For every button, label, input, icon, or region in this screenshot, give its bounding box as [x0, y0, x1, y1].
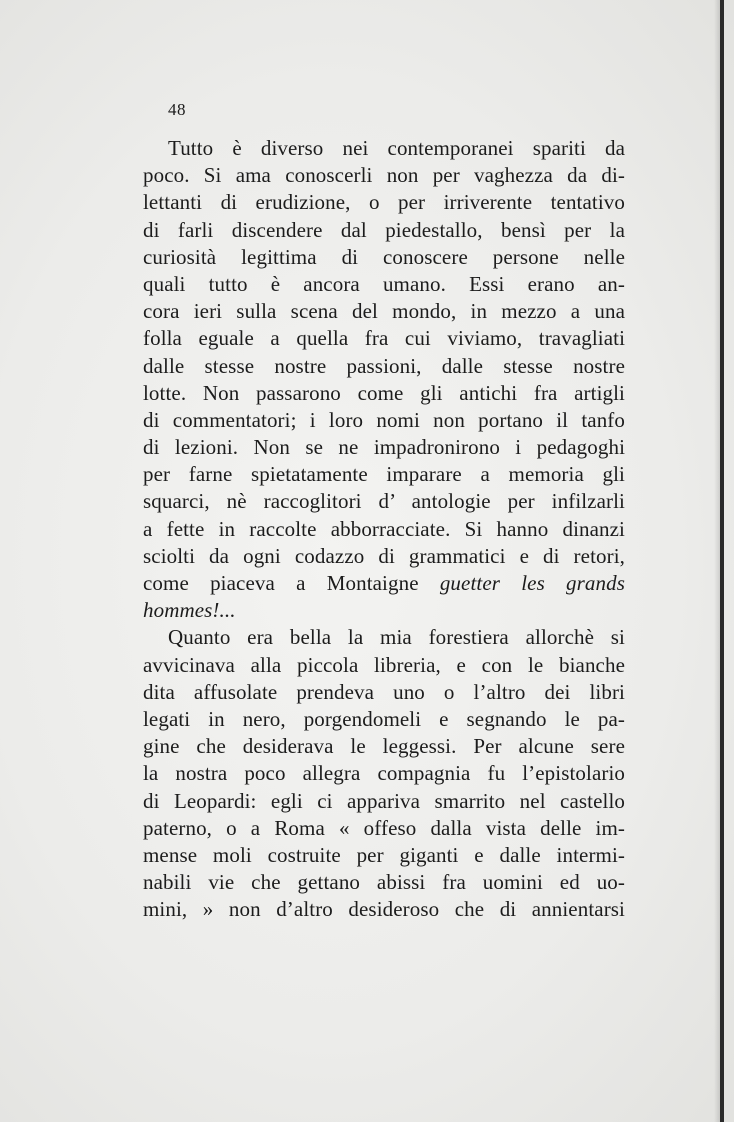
text-line: Quanto era bella la mia forestiera allorchè si: [168, 625, 625, 650]
text-line: di Leopardi: egli ci appariva smarrito nel castello: [143, 788, 625, 813]
text-line-hommes: hommes!...: [143, 598, 236, 623]
text-line: lotte. Non passarono come gli antichi fra artigli: [143, 380, 625, 405]
text-line: la nostra poco allegra compagnia fu l’epistolario: [143, 761, 625, 786]
text-line: Tutto è diverso nei contemporanei spariti da: [168, 136, 625, 160]
text-line: paterno, o a Roma « offeso dalla vista delle im-: [143, 815, 625, 840]
montaigne-quote: guetter les grands: [439, 571, 625, 595]
text-line: di farli discendere dal piedestallo, bensì per la: [143, 217, 625, 242]
text-line: gine che desiderava le leggessi. Per alcune sere: [143, 734, 625, 759]
page-edge-border: [720, 0, 724, 1122]
text-line: avvicinava alla piccola libreria, e con le bianche: [143, 652, 625, 677]
text-line: dalle stesse nostre passioni, dalle stesse nostre: [143, 353, 625, 378]
body-text: [143, 135, 625, 923]
text-line: curiosità legittima di conoscere persone nelle: [143, 244, 625, 269]
text-line: legati in nero, porgendomeli e segnando le pa-: [143, 706, 625, 731]
text-line: di commentatori; i loro nomi non portano il tanfo: [143, 407, 625, 432]
montaigne-lead: come piaceva a Montaigne: [143, 571, 440, 595]
text-line: nabili vie che gettano abissi fra uomini ed uo-: [143, 870, 625, 895]
text-line: cora ieri sulla scena del mondo, in mezzo a una: [143, 299, 625, 324]
text-line: di lezioni. Non se ne impadronirono i pedagoghi: [143, 435, 625, 460]
text-line-montaigne: [143, 570, 625, 597]
text-line: mense moli costruite per giganti e dalle intermi-: [143, 842, 625, 867]
text-line: poco. Si ama conoscerli non per vaghezza da di-: [143, 163, 625, 188]
text-line: sciolti da ogni codazzo di grammatici e di retori,: [143, 543, 625, 568]
text-line: per farne spietatamente imparare a memoria gli: [143, 462, 625, 487]
text-line: quali tutto è ancora umano. Essi erano an-: [143, 271, 625, 296]
text-line: lettanti di erudizione, o per irriverente tentativo: [143, 190, 625, 215]
page-number: 48: [168, 100, 186, 119]
text-line: a fette in raccolte abborracciate. Si hanno dinanzi: [143, 516, 625, 541]
text-line: squarci, nè raccoglitori d’ antologie per infilzarli: [143, 489, 625, 514]
text-line: folla eguale a quella fra cui viviamo, travagliati: [143, 326, 625, 351]
text-line: mini, » non d’altro desideroso che di annientarsi: [143, 897, 625, 922]
text-line: dita affusolate prendeva uno o l’altro dei libri: [143, 679, 625, 704]
